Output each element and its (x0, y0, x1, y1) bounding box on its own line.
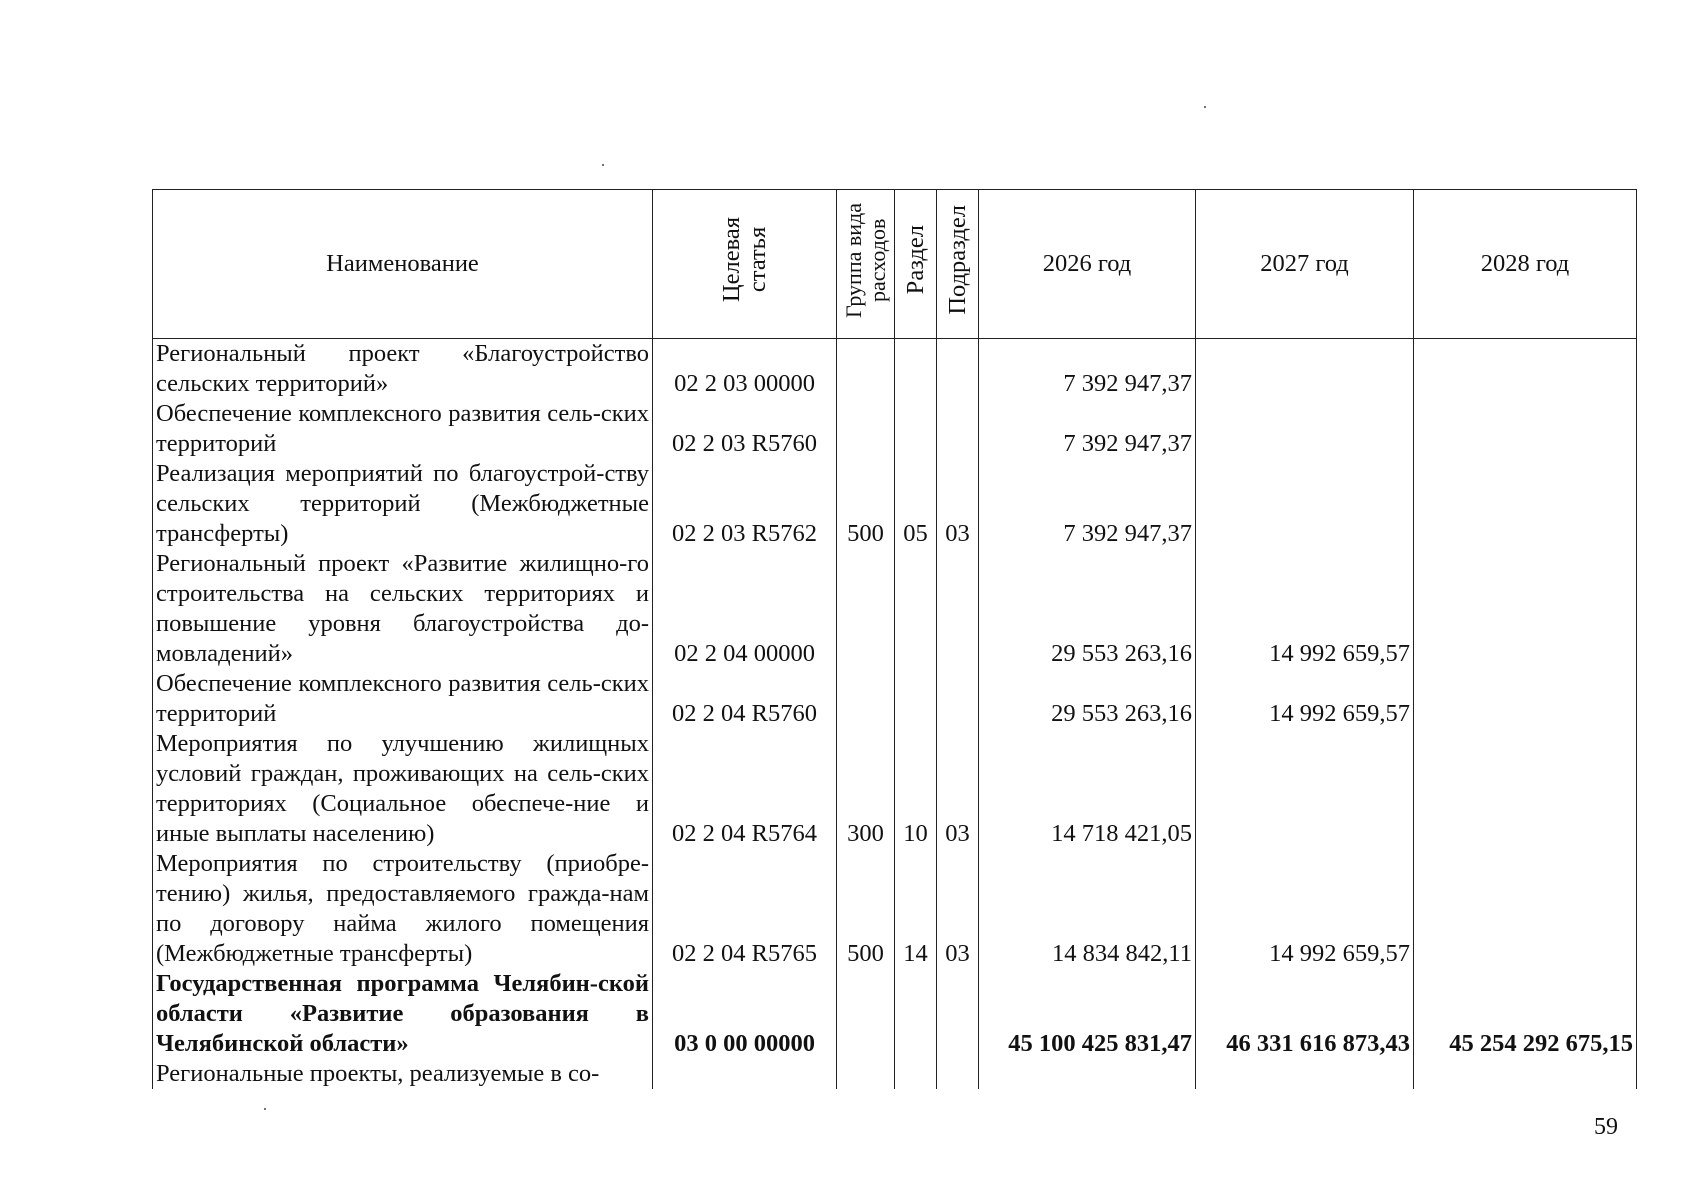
row-2026: 14 718 421,05 (979, 729, 1196, 849)
row-code: 02 2 04 R5765 (653, 849, 837, 969)
row-subsection: 03 (937, 459, 979, 549)
table-row (153, 549, 1637, 669)
header-year-2028: 2028 год (1414, 190, 1637, 339)
row-2028 (1414, 849, 1637, 969)
row-2027 (1196, 339, 1414, 400)
row-name: Реализация мероприятий по благоустрой-ству сельских территорий (Межбюджетные трансферты) (153, 459, 653, 549)
row-subsection (937, 969, 979, 1059)
row-2026: 29 553 263,16 (979, 669, 1196, 729)
row-2028 (1414, 669, 1637, 729)
row-2027: 14 992 659,57 (1196, 549, 1414, 669)
row-group (837, 969, 895, 1059)
row-section: 05 (895, 459, 937, 549)
row-2026: 29 553 263,16 (979, 549, 1196, 669)
row-code (653, 1059, 837, 1089)
row-name: Мероприятия по строительству (приобре-тению) жилья, предоставляемого гражда-нам по договору найма жилого помещения (Межбюджетные трансферты) (153, 849, 653, 969)
row-2027: 46 331 616 873,43 (1196, 969, 1414, 1059)
row-group: 500 (837, 459, 895, 549)
row-group (837, 669, 895, 729)
row-group: 500 (837, 849, 895, 969)
row-section (895, 1059, 937, 1089)
row-2027: 14 992 659,57 (1196, 849, 1414, 969)
row-2027 (1196, 399, 1414, 459)
table-row (153, 849, 1637, 969)
header-name: Наименование (153, 190, 653, 339)
row-2028 (1414, 549, 1637, 669)
row-section: 10 (895, 729, 937, 849)
scan-speck (602, 164, 604, 166)
table-row (153, 669, 1637, 729)
row-code: 02 2 03 00000 (653, 339, 837, 400)
row-name: Мероприятия по улучшению жилищных условий граждан, проживающих на сель-ских территориях (Социальное обеспече-ние и иные выплаты населению) (153, 729, 653, 849)
row-group (837, 339, 895, 400)
row-section: 14 (895, 849, 937, 969)
row-name: Региональные проекты, реализуемые в со- (153, 1059, 653, 1089)
row-2028 (1414, 399, 1637, 459)
budget-table (152, 189, 1637, 1089)
header-subsection: Подраздел (937, 190, 979, 339)
table-row-program-total (153, 969, 1637, 1059)
row-group: 300 (837, 729, 895, 849)
row-2028 (1414, 339, 1637, 400)
row-2028 (1414, 1059, 1637, 1089)
row-2026 (979, 1059, 1196, 1089)
row-2027 (1196, 1059, 1414, 1089)
row-name: Обеспечение комплексного развития сель-ских территорий (153, 669, 653, 729)
row-code: 02 2 04 R5760 (653, 669, 837, 729)
row-subsection (937, 339, 979, 400)
table-row (153, 399, 1637, 459)
scan-speck (264, 1108, 266, 1110)
row-subsection: 03 (937, 729, 979, 849)
row-2026: 7 392 947,37 (979, 459, 1196, 549)
row-name: Государственная программа Челябин-ской области «Развитие образования в Челябинской области» (153, 969, 653, 1059)
row-name: Региональный проект «Развитие жилищно-го строительства на сельских территориях и повышение уровня благоустройства до-мовладений» (153, 549, 653, 669)
row-2026: 7 392 947,37 (979, 399, 1196, 459)
row-2027 (1196, 459, 1414, 549)
table-row-continued (153, 1059, 1637, 1089)
row-subsection (937, 1059, 979, 1089)
row-subsection: 03 (937, 849, 979, 969)
header-section: Раздел (895, 190, 937, 339)
row-code: 02 2 03 R5760 (653, 399, 837, 459)
row-2026: 14 834 842,11 (979, 849, 1196, 969)
row-2027 (1196, 729, 1414, 849)
row-group (837, 549, 895, 669)
row-section (895, 669, 937, 729)
page-number: 59 (1594, 1114, 1618, 1140)
row-name: Обеспечение комплексного развития сель-ских территорий (153, 399, 653, 459)
row-code: 02 2 04 00000 (653, 549, 837, 669)
row-group (837, 1059, 895, 1089)
row-subsection (937, 669, 979, 729)
row-code: 02 2 04 R5764 (653, 729, 837, 849)
row-2028 (1414, 459, 1637, 549)
row-name: Региональный проект «Благоустройство сельских территорий» (153, 339, 653, 400)
header-expense-group: Группа вида расходов (837, 190, 895, 339)
table-row (153, 339, 1637, 400)
row-2028: 45 254 292 675,15 (1414, 969, 1637, 1059)
row-section (895, 339, 937, 400)
row-section (895, 549, 937, 669)
header-year-2026: 2026 год (979, 190, 1196, 339)
row-2026: 7 392 947,37 (979, 339, 1196, 400)
row-subsection (937, 399, 979, 459)
row-2028 (1414, 729, 1637, 849)
row-code: 03 0 00 00000 (653, 969, 837, 1059)
row-2027: 14 992 659,57 (1196, 669, 1414, 729)
row-section (895, 399, 937, 459)
table-header-row (153, 190, 1637, 339)
table-row (153, 729, 1637, 849)
row-code: 02 2 03 R5762 (653, 459, 837, 549)
header-target-article: Целевая статья (653, 190, 837, 339)
row-2026: 45 100 425 831,47 (979, 969, 1196, 1059)
header-year-2027: 2027 год (1196, 190, 1414, 339)
scan-speck (1204, 106, 1206, 108)
row-subsection (937, 549, 979, 669)
table-row (153, 459, 1637, 549)
row-section (895, 969, 937, 1059)
row-group (837, 399, 895, 459)
